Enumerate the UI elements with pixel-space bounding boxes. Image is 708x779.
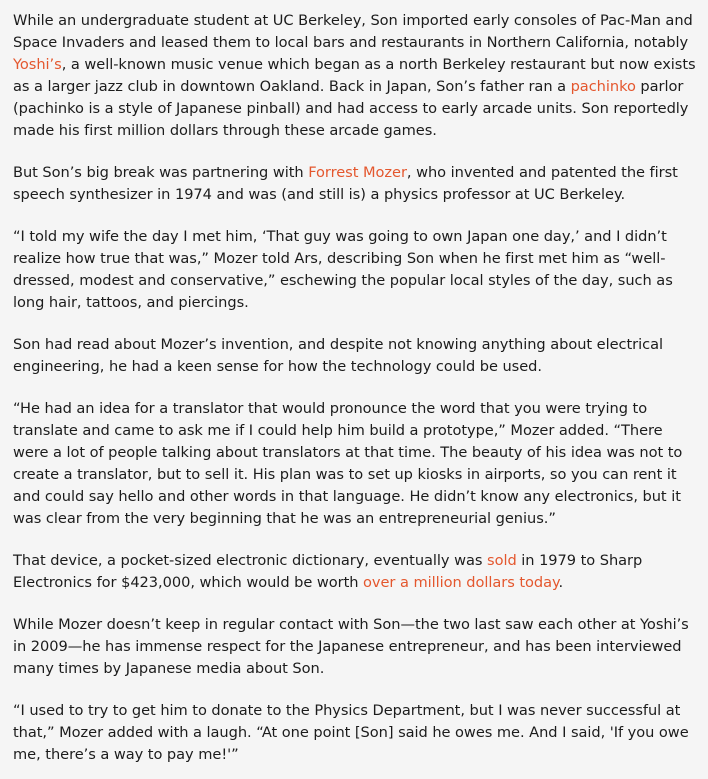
text-segment: in 1979 to Sharp Electronics for $423,000, which would be worth [13,552,643,591]
link-forrest-mozer[interactable]: Forrest Mozer [308,164,407,181]
paragraph-device-sale [13,550,698,594]
text-segment: While an undergraduate student at UC Berkeley, Son imported early consoles of Pac-Man and Space Invaders and leased them to local bars and restaurants in Northern California, notably [13,12,693,51]
text-segment: “I used to try to get him to donate to the Physics Department, but I was never successful at that,” Mozer added with a laugh. “At one point [Son] said he owes me. And I said, 'If you owe me, there’s a way to pay me!'” [13,702,689,763]
text-segment: “He had an idea for a translator that would pronounce the word that you were trying to translate and came to ask me if I could help him build a prototype,” Mozer added. “There were a lot of people talking about translators at that time. The beauty of his idea was not to create a translator, but to sell it. His plan was to set up kiosks in airports, so you can rent it and could say hello and other words in that language. He didn’t know any electronics, but it was clear from the very beginning that he was an entrepreneurial genius.” [13,400,683,527]
text-segment: , a well-known music venue which began as a north Berkeley restaurant but now exists as a larger jazz club in downtown Oakland. Back in Japan, Son’s father ran a [13,56,696,95]
paragraph-invention [13,334,698,378]
text-segment: “I told my wife the day I met him, ‘That guy was going to own Japan one day,’ and I didn’t realize how true that was,” Mozer told Ars, describing Son when he first met him as “well-dressed, modest and conservative,” eschewing the popular local styles of the day, such as long hair, tattoos, and piercings. [13,228,673,311]
paragraph-donate-quote [13,700,698,766]
text-segment: Son had read about Mozer’s invention, and despite not knowing anything about electrical engineering, he had a keen sense for how the technology could be used. [13,336,664,375]
text-segment: But Son’s big break was partnering with [13,164,309,181]
link-million-dollars-today[interactable]: over a million dollars today [363,574,559,591]
paragraph-translator-quote [13,398,698,530]
text-segment: . [558,574,564,591]
link-sold[interactable]: sold [487,552,517,569]
text-segment: parlor (pachinko is a style of Japanese pinball) and had access to early arcade units. Son reportedly made his first million dollars through these arcade games. [13,78,689,139]
link-yoshis[interactable]: Yoshi’s [13,56,62,73]
paragraph-regular-contact [13,614,698,680]
text-segment: That device, a pocket-sized electronic dictionary, eventually was [13,552,488,569]
paragraph-mozer-quote-first-met [13,226,698,314]
paragraph-big-break [13,162,698,206]
text-segment: While Mozer doesn’t keep in regular contact with Son—the two last saw each other at Yoshi’s in 2009—he has immense respect for the Japanese entrepreneur, and has been interviewed many times by Japanese media about Son. [13,616,689,677]
link-pachinko[interactable]: pachinko [570,78,636,95]
paragraph-arcade-history [13,10,698,142]
text-segment: , who invented and patented the first speech synthesizer in 1974 and was (and still is) a physics professor at UC Berkeley. [13,164,678,203]
